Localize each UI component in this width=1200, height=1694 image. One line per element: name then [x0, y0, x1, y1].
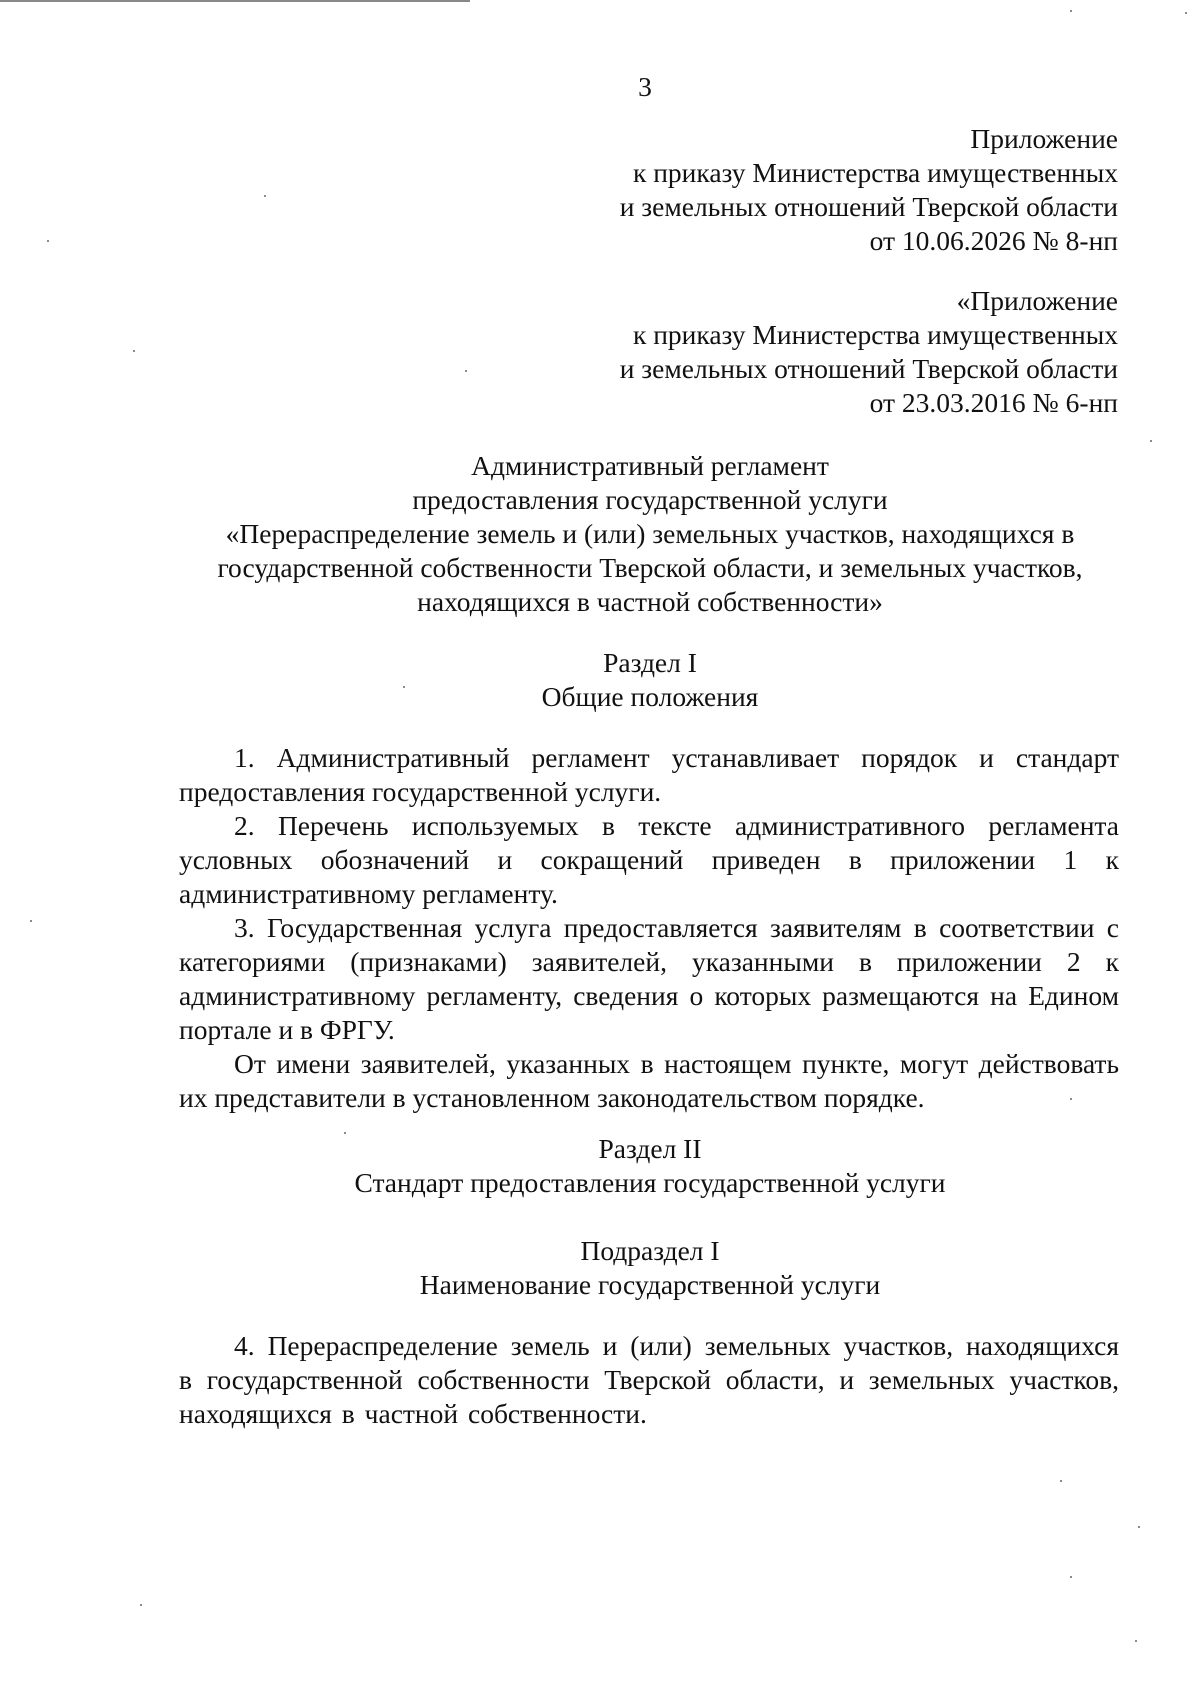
title-line3: «Перераспределение земель и (или) земельных участков, находящихся в — [225, 518, 1075, 549]
scan-speck — [1070, 10, 1072, 12]
section1-subtitle: Общие положения — [541, 681, 759, 712]
appendix-original-line3: и земельных отношений Тверской области — [619, 353, 1118, 384]
paragraph-4: 4. Перераспределение земель и (или) земельных участков, находящихся в государственной собственности Тверской области, и земельных участков, находящихся в частной собственности. — [179, 1330, 1119, 1429]
appendix-original-line4: от 23.03.2016 № 6-нп — [869, 387, 1118, 418]
scan-speck — [1060, 1480, 1062, 1482]
section1-header — [180, 646, 1120, 714]
paragraph-3-continued: От имени заявителей, указанных в настоящем пункте, могут действовать их представители в установленном законодательством порядке. — [179, 1048, 1119, 1113]
appendix-original-block — [398, 284, 1118, 420]
paragraph-1: 1. Административный регламент устанавливает порядок и стандарт предоставления государственной услуги. — [179, 742, 1119, 807]
scan-speck — [30, 920, 32, 922]
title-line4: государственной собственности Тверской области, и земельных участков, — [217, 552, 1083, 583]
appendix-current-block — [398, 122, 1118, 258]
scan-speck — [133, 350, 135, 352]
scan-speck — [1070, 1576, 1072, 1578]
scan-speck — [344, 1132, 346, 1134]
scan-speck — [1135, 1640, 1137, 1642]
title-line2: предоставления государственной услуги — [412, 484, 888, 515]
document-title — [180, 449, 1120, 619]
paragraph-2: 2. Перечень используемых в тексте административного регламента условных обозначений и сокращений приведен в приложении 1 к административному регламенту. — [179, 810, 1119, 909]
scan-edge-line — [0, 0, 470, 2]
appendix-current-line1: Приложение — [970, 123, 1118, 154]
page-number: 3 — [638, 71, 652, 102]
subsection1-heading: Подраздел I — [580, 1235, 720, 1266]
section1-heading: Раздел I — [603, 647, 697, 678]
paragraph-3: 3. Государственная услуга предоставляется заявителям в соответствии с категориями (признаками) заявителей, указанными в приложении 2 к административному регламенту, сведения о которых размещаются на Едином портале и в ФРГУ. — [179, 912, 1119, 1045]
subsection1-header — [180, 1234, 1120, 1302]
scan-speck — [403, 686, 405, 688]
appendix-current-line2: к приказу Министерства имущественных — [632, 157, 1118, 188]
section2-subtitle: Стандарт предоставления государственной услуги — [354, 1167, 946, 1198]
appendix-current-line4: от 10.06.2026 № 8-нп — [869, 225, 1118, 256]
scan-speck — [1070, 1098, 1072, 1100]
section2-heading: Раздел II — [598, 1133, 702, 1164]
scan-speck — [1185, 12, 1187, 14]
subsection1-subtitle: Наименование государственной услуги — [419, 1269, 881, 1300]
scan-speck — [47, 240, 49, 242]
appendix-current-line3: и земельных отношений Тверской области — [619, 191, 1118, 222]
title-line5: находящихся в частной собственности» — [417, 586, 883, 617]
scan-speck — [140, 1604, 142, 1606]
section2-header — [180, 1132, 1120, 1200]
title-line1: Административный регламент — [471, 450, 829, 481]
scan-speck — [1138, 1526, 1140, 1528]
scan-speck — [465, 370, 467, 372]
appendix-original-line1: «Приложение — [956, 285, 1118, 316]
scan-speck — [264, 195, 266, 197]
scan-speck — [1150, 440, 1152, 442]
appendix-original-line2: к приказу Министерства имущественных — [632, 319, 1118, 350]
